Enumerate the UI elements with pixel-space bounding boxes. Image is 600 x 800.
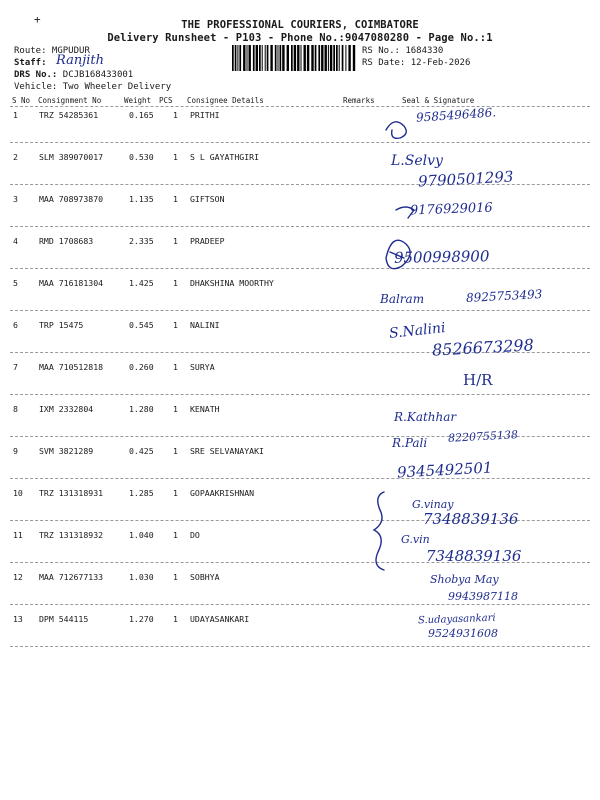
row-weight: 1.285 (129, 488, 154, 498)
barcode-bar (301, 45, 302, 71)
row-consignee: SURYA (190, 362, 215, 372)
sig-row9-name: R.Pali (392, 436, 428, 450)
drs-number (14, 70, 133, 80)
barcode-bar (348, 45, 350, 71)
barcode-bar (249, 45, 251, 71)
barcode-bar (262, 45, 263, 71)
row-consignee: GIFTSON (190, 194, 225, 204)
sig-row2-phone: 9790501293 (417, 167, 514, 191)
runsheet-subtitle: Delivery Runsheet - P103 - Phone No.:9047080280 - Page No.:1 (107, 32, 493, 44)
barcode-bar (333, 45, 335, 71)
row-sno: 10 (13, 488, 23, 498)
barcode-bar (353, 45, 355, 71)
row-divider (10, 142, 590, 143)
sig-row13-name: S.udayasankari (417, 612, 496, 627)
row-sno: 2 (13, 152, 18, 162)
sig-row10-phone: 7348839136 (423, 510, 519, 528)
row-sno: 13 (13, 614, 23, 624)
sig-row5-phone: 8925753493 (465, 287, 543, 305)
row-sno: 4 (13, 236, 18, 246)
barcode-bar (232, 45, 234, 71)
sig-row7-mark: H/R (463, 371, 493, 389)
row-pcs: 1 (173, 488, 178, 498)
barcode-bar (243, 45, 245, 71)
row-sno: 12 (13, 572, 23, 582)
brace-rows10-11 (374, 492, 384, 570)
row-consignee: PRADEEP (190, 236, 225, 246)
barcode (232, 45, 358, 71)
row-sno: 3 (13, 194, 18, 204)
rs-date: RS Date: 12-Feb-2026 (362, 58, 471, 68)
row-weight: 0.425 (129, 446, 154, 456)
sig-row12-phone: 9943987118 (448, 590, 518, 603)
row-consignment: TRZ 54285361 (39, 110, 99, 120)
row-weight: 2.335 (129, 236, 154, 246)
barcode-bar (237, 45, 238, 71)
row-consignment: SLM 389070017 (39, 152, 104, 162)
sig-row1-phone: 9585496486. (415, 105, 497, 125)
sig-row8-name: R.Kathhar (394, 410, 457, 424)
row-weight: 1.425 (129, 278, 154, 288)
sig-row6-phone: 8526673298 (431, 335, 535, 360)
row-pcs: 1 (173, 446, 178, 456)
sig-row10-name: G.vinay (412, 498, 454, 511)
row-pcs: 1 (173, 530, 178, 540)
row-pcs: 1 (173, 614, 178, 624)
row-consignment: MAA 712677133 (39, 572, 104, 582)
row-pcs: 1 (173, 110, 178, 120)
sig-row3-phone: 9176929016 (409, 200, 493, 219)
col-weight: Weight (124, 96, 152, 105)
row-divider (10, 604, 590, 605)
sig-row12-name: Shobya May (430, 573, 499, 586)
row-sno: 9 (13, 446, 18, 456)
sig-row4-phone: 9500998900 (393, 247, 490, 267)
barcode-bar (307, 45, 309, 71)
staff-label: Staff: (14, 58, 47, 68)
barcode-bar (311, 45, 313, 71)
sig-row9-phone1: 8220755138 (447, 428, 519, 445)
row-sno: 6 (13, 320, 18, 330)
row-consignee: SOBHYA (190, 572, 220, 582)
barcode-bar (297, 45, 299, 71)
row-consignment: SVM 3821289 (39, 446, 94, 456)
row-consignee: GOPAAKRISHNAN (190, 488, 255, 498)
row-consignment: DPM 544115 (39, 614, 89, 624)
row-consignment: MAA 710512818 (39, 362, 104, 372)
row-consignment: TRZ 131318932 (39, 530, 104, 540)
barcode-bar (270, 45, 272, 71)
barcode-bar (291, 45, 293, 71)
row-divider (10, 268, 590, 269)
barcode-bar (256, 45, 258, 71)
col-consignee: Consignee Details (187, 96, 264, 105)
row-pcs: 1 (173, 362, 178, 372)
row-sno: 1 (13, 110, 18, 120)
row-consignee: PRITHI (190, 110, 220, 120)
row-consignment: IXM 2332804 (39, 404, 94, 414)
corner-mark: + (34, 13, 41, 26)
barcode-bar (278, 45, 279, 71)
row-sno: 5 (13, 278, 18, 288)
sig-row5-name: Balram (380, 292, 425, 306)
barcode-bar (253, 45, 255, 71)
sig-row2-name: L.Selvy (391, 153, 443, 169)
rs-number: RS No.: 1684330 (362, 46, 444, 56)
barcode-bar (339, 45, 340, 71)
barcode-bar (318, 45, 320, 71)
barcode-bar (328, 45, 329, 71)
row-pcs: 1 (173, 572, 178, 582)
row-consignee: DHAKSHINA MOORTHY (190, 278, 274, 288)
header-rule (10, 106, 590, 107)
row-pcs: 1 (173, 194, 178, 204)
row-weight: 0.545 (129, 320, 154, 330)
col-pcs: PCS (159, 96, 173, 105)
col-remarks: Remarks (343, 96, 375, 105)
company-title: THE PROFESSIONAL COURIERS, COIMBATORE (181, 19, 419, 31)
row-pcs: 1 (173, 236, 178, 246)
barcode-bar (267, 45, 269, 71)
row-weight: 0.260 (129, 362, 154, 372)
staff-signature: Ranjith (56, 53, 104, 68)
barcode-bar (265, 45, 266, 71)
col-consignment: Consignment No (38, 96, 102, 105)
row-weight: 1.270 (129, 614, 154, 624)
row-divider (10, 394, 590, 395)
row-weight: 1.040 (129, 530, 154, 540)
vehicle-label: Vehicle: Two Wheeler Delivery (14, 82, 172, 92)
row-divider (10, 310, 590, 311)
row-consignment: MAA 708973870 (39, 194, 104, 204)
scribble-row1 (386, 122, 406, 138)
row-consignee: SRE SELVANAYAKI (190, 446, 264, 456)
barcode-bar (294, 45, 296, 71)
row-divider (10, 226, 590, 227)
sig-row11-name: G.vin (401, 533, 430, 546)
barcode-bar (336, 45, 338, 71)
row-pcs: 1 (173, 152, 178, 162)
row-consignee: KENATH (190, 404, 220, 414)
row-consignment: RMD 1708683 (39, 236, 94, 246)
barcode-bar (259, 45, 261, 71)
barcode-bar (280, 45, 282, 71)
barcode-bar (342, 45, 344, 71)
row-weight: 0.165 (129, 110, 154, 120)
row-sno: 11 (13, 530, 23, 540)
row-weight: 1.135 (129, 194, 154, 204)
row-weight: 1.280 (129, 404, 154, 414)
sig-row6-name: S.Nalini (388, 320, 447, 342)
row-consignment: TRZ 131318931 (39, 488, 104, 498)
sig-row9-phone2: 9345492501 (396, 458, 493, 482)
col-signature: Seal & Signature (402, 96, 475, 105)
barcode-bar (321, 45, 323, 71)
row-divider (10, 646, 590, 647)
col-sno: S No (12, 96, 31, 105)
row-divider (10, 478, 590, 479)
row-consignee: UDAYASANKARI (190, 614, 250, 624)
row-consignee: S L GAYATHGIRI (190, 152, 260, 162)
barcode-bar (304, 45, 306, 71)
route-label: Route: MGPUDUR (14, 46, 90, 56)
barcode-bar (315, 45, 317, 71)
row-sno: 8 (13, 404, 18, 414)
drs-label: DRS No.: (14, 70, 58, 80)
drs-value: DCJB168433001 (62, 70, 134, 80)
barcode-bar (287, 45, 289, 71)
row-weight: 0.530 (129, 152, 154, 162)
row-weight: 1.030 (129, 572, 154, 582)
row-pcs: 1 (173, 404, 178, 414)
barcode-bar (282, 45, 284, 71)
barcode-bar (275, 45, 277, 71)
row-consignee: DO (190, 530, 200, 540)
row-consignment: MAA 716181304 (39, 278, 104, 288)
row-pcs: 1 (173, 278, 178, 288)
barcode-bar (330, 45, 332, 71)
sig-row13-phone: 9524931608 (428, 627, 498, 640)
barcode-bar (235, 45, 237, 71)
row-consignee: NALINI (190, 320, 220, 330)
row-consignment: TRP 15475 (39, 320, 84, 330)
barcode-bar (325, 45, 327, 71)
row-pcs: 1 (173, 320, 178, 330)
row-sno: 7 (13, 362, 18, 372)
sig-row11-phone: 7348839136 (426, 547, 522, 565)
barcode-bar (345, 45, 346, 71)
barcode-bar (247, 45, 248, 71)
barcode-bar (239, 45, 241, 71)
